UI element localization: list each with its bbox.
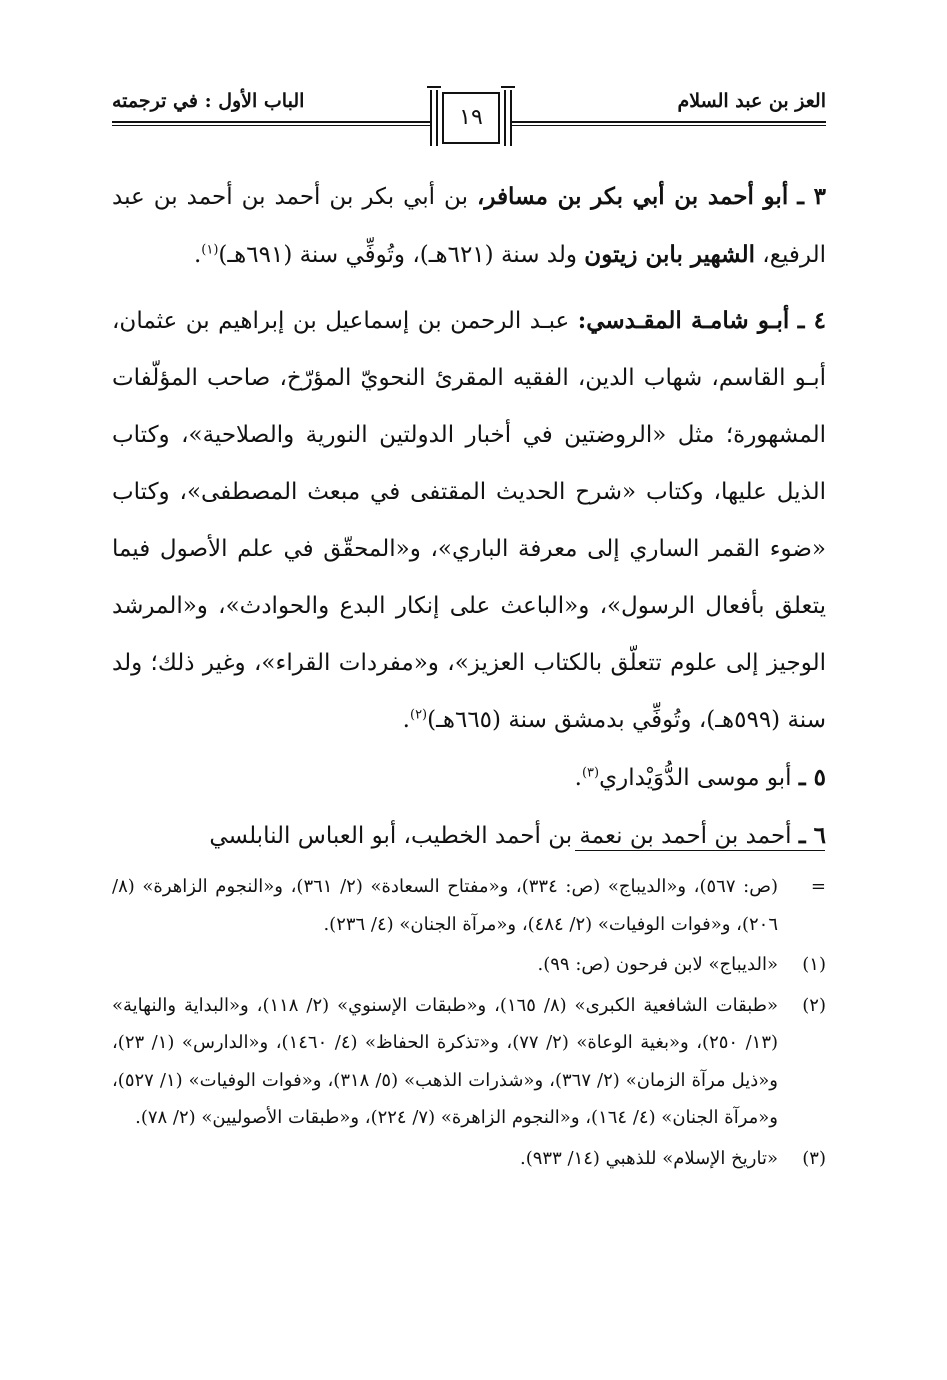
- footnote-mark: (٢): [802, 994, 826, 1016]
- entry-end: .: [402, 707, 410, 733]
- footnote-1: [112, 946, 826, 984]
- entry-text: ولد سنة (٦٢١هـ)، وتُوفِّي سنة (٦٩١هـ): [218, 242, 585, 268]
- entry-number: ٤ ـ: [797, 307, 827, 334]
- footnote-text: «طبقات الشافعية الكبرى» (٨/ ١٦٥)، و«طبقات الإسنوي» (٢/ ١١٨)، و«البداية والنهاية» (١٣/ ٢٥٠)، و«بغية الوعاة» (٢/ ٧٧)، و«تذكرة الحفاظ» (٤/ ١٤٦٠)، و«الدارس» (١/ ٢٣)، و«ذيل مرآة الزمان» (٢/ ٣٦٧)، و«شذرات الذهب» (٥/ ٣١٨)، و«فوات الوفيات» (١/ ٥٢٧)، و«مرآة الجنان» (٤/ ١٦٤)، و«النجوم الزاهرة» (٧/ ٢٢٤)، و«طبقات الأصوليين» (٢/ ٧٨).: [112, 994, 779, 1128]
- entry-end: .: [574, 765, 582, 791]
- page-number: ١٩: [442, 92, 500, 144]
- entry-text: أحمد بن أحمد بن نعمة بن أحمد الخطيب، أبو العباس النابلسي: [209, 823, 799, 849]
- page-header: [112, 84, 826, 152]
- entry-name: أبـو شامـة المقـدسي:: [577, 307, 790, 334]
- footnote-ref[interactable]: (٣): [581, 765, 600, 781]
- footnote-text: «تاريخ الإسلام» للذهبي (١٤/ ٩٣٣).: [520, 1147, 778, 1169]
- footnote-continued: [112, 868, 826, 943]
- footnote-text: «الديباج» لابن فرحون (ص: ٩٩).: [537, 954, 778, 975]
- running-title-chapter: الباب الأول : في ترجمته: [112, 90, 305, 112]
- footnote-text: (ص: ٥٦٧)، و«الديباج» (ص: ٣٣٤)، و«مفتاح السعادة» (٢/ ٣٦١)، و«النجوم الزاهرة» (٨/ ٢٠٦)، و«فوات الوفيات» (٢/ ٤٨٤)، و«مرآة الجنان» (٤/ ٢٣٦).: [112, 876, 778, 935]
- entry-3: [112, 168, 826, 284]
- footnote-mark: =: [810, 876, 826, 897]
- footnotes: [112, 868, 826, 1180]
- entry-number: ٥ ـ: [798, 764, 826, 791]
- entry-known-as: الشهير بابن زيتون: [584, 241, 755, 268]
- entry-text: أبو موسى الدُّوَيْداري: [599, 765, 799, 791]
- footnote-ref[interactable]: (٢): [409, 707, 428, 723]
- running-title-book: العز بن عبد السلام: [677, 90, 826, 112]
- entry-number: ٦ ـ: [798, 822, 826, 849]
- page-number-frame: [430, 86, 512, 148]
- entry-text: عبـد الرحمن بن إسماعيل بن إبراهيم بن عثمان، أبـو القاسم، شهاب الدين، الفقيه المقرئ النحويّ المؤرّخ، صاحب المؤلّفات المشهورة؛ مثل «الروضتين في أخبار الدولتين النورية والصلاحية»، وكتاب الذيل عليها، وكتاب «شرح الحديث المقتفى في مبعث المصطفى»، وكتاب «ضوء القمر الساري إلى معرفة الباري»، و«المحقّق في علم الأصول فيما يتعلق بأفعال الرسول»، و«الباعث على إنكار البدع والحوادث»، و«المرشد الوجيز إلى علوم تتعلّق بالكتاب العزيز»، و«مفردات القراء»، وغير ذلك؛ ولد سنة (٥٩٩هـ)، وتُوفِّي بدمشق سنة (٦٦٥هـ): [112, 308, 826, 733]
- entry-6: [112, 807, 826, 865]
- entry-name: أبو أحمد بن أبي بكر بن مسافر،: [476, 183, 789, 210]
- entry-number: ٣ ـ: [797, 183, 827, 210]
- frame-pillar-left: [430, 90, 438, 146]
- footnote-3: [112, 1140, 826, 1178]
- frame-pillar-right: [504, 90, 512, 146]
- entry-text: بن أبي بكر بن أحمد بن أحمد بن عبد الرفيع،: [112, 184, 826, 268]
- footnote-ref[interactable]: (١): [201, 242, 219, 258]
- footnote-2: [112, 987, 826, 1137]
- entry-end: .: [193, 242, 202, 268]
- footnote-mark: (١): [802, 954, 826, 975]
- footnote-separator: [575, 850, 825, 851]
- entry-4: [112, 292, 826, 749]
- main-text: [112, 168, 826, 865]
- footnote-mark: (٣): [802, 1147, 826, 1169]
- entry-5: [112, 749, 826, 807]
